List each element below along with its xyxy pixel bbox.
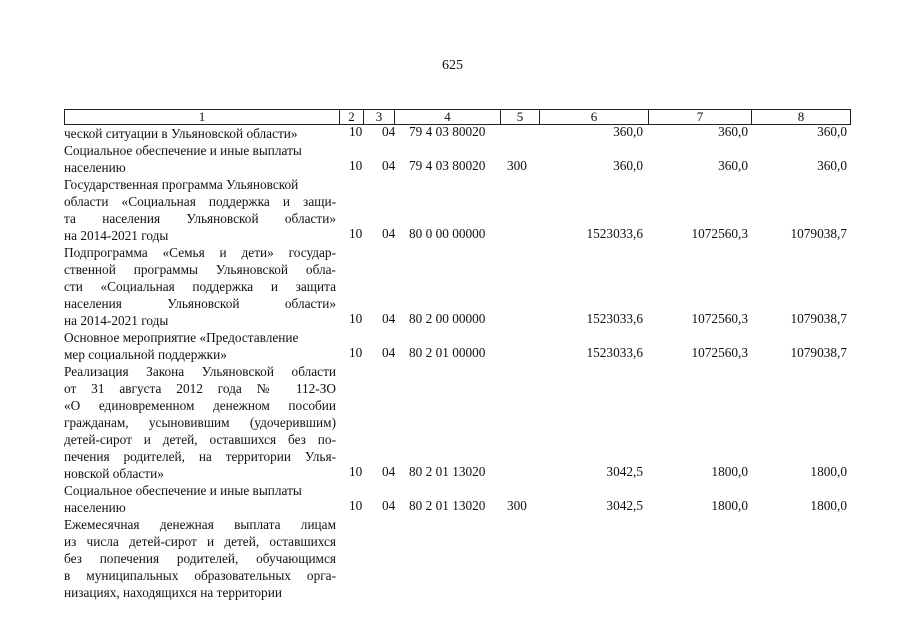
cell-c8: 1079038,7 <box>790 311 847 326</box>
cell-c7: 360,0 <box>718 158 748 173</box>
row-description <box>64 482 336 516</box>
cell-c6: 1523033,6 <box>586 311 643 326</box>
cell-c8: 360,0 <box>817 124 847 139</box>
row-description <box>64 244 336 329</box>
description-line: Подпрограмма «Семья и дети» государ- <box>64 245 336 260</box>
table-row <box>64 142 851 176</box>
row-description <box>64 363 336 482</box>
cell-c8: 1079038,7 <box>790 345 847 360</box>
description-line: населению <box>64 500 126 515</box>
description-line: от 31 августа 2012 года № 112-ЗО <box>64 381 336 396</box>
header-col-3: 3 <box>363 109 395 125</box>
cell-c3: 04 <box>382 158 396 173</box>
header-col-1: 1 <box>64 109 340 125</box>
table-body <box>64 125 851 601</box>
row-description <box>64 516 336 601</box>
cell-c6: 3042,5 <box>606 498 643 513</box>
description-line: ческой ситуации в Ульяновской области» <box>64 126 298 141</box>
cell-c4: 80 0 00 00000 <box>409 226 486 241</box>
description-line: в муниципальных образовательных орга- <box>64 568 336 583</box>
cell-c4: 80 2 01 00000 <box>409 345 486 360</box>
header-col-4: 4 <box>394 109 501 125</box>
cell-c2: 10 <box>349 124 363 139</box>
cell-c3: 04 <box>382 345 396 360</box>
description-line: населению <box>64 160 126 175</box>
cell-c2: 10 <box>349 498 363 513</box>
cell-c3: 04 <box>382 464 396 479</box>
table-row <box>64 516 851 601</box>
cell-c4: 79 4 03 80020 <box>409 158 486 173</box>
description-line: Основное мероприятие «Предоставление <box>64 330 299 345</box>
description-line: низациях, находящихся на территории <box>64 585 282 600</box>
cell-c2: 10 <box>349 158 363 173</box>
row-description <box>64 329 336 363</box>
cell-c3: 04 <box>382 311 396 326</box>
cell-c5: 300 <box>507 158 527 173</box>
cell-c3: 04 <box>382 124 396 139</box>
cell-c4: 80 2 00 00000 <box>409 311 486 326</box>
cell-c4: 79 4 03 80020 <box>409 124 486 139</box>
description-line: Ежемесячная денежная выплата лицам <box>64 517 336 532</box>
table-header <box>64 109 851 125</box>
cell-c2: 10 <box>349 226 363 241</box>
cell-c7: 1072560,3 <box>691 226 748 241</box>
cell-c7: 1800,0 <box>711 498 748 513</box>
cell-c2: 10 <box>349 345 363 360</box>
table-row <box>64 244 851 329</box>
header-col-6: 6 <box>539 109 649 125</box>
cell-c8: 1800,0 <box>810 464 847 479</box>
description-line: ственной программы Ульяновской обла- <box>64 262 336 277</box>
header-col-2: 2 <box>339 109 364 125</box>
cell-c2: 10 <box>349 464 363 479</box>
description-line: мер социальной поддержки» <box>64 347 227 362</box>
description-line: области «Социальная поддержка и защи- <box>64 194 336 209</box>
cell-c6: 360,0 <box>613 124 643 139</box>
description-line: Реализация Закона Ульяновской области <box>64 364 336 379</box>
row-description <box>64 142 336 176</box>
description-line: Государственная программа Ульяновской <box>64 177 299 192</box>
description-line: та населения Ульяновской области» <box>64 211 336 226</box>
table-row <box>64 363 851 482</box>
table-row <box>64 329 851 363</box>
header-col-7: 7 <box>648 109 752 125</box>
cell-c7: 1072560,3 <box>691 345 748 360</box>
row-description <box>64 125 336 142</box>
header-col-8: 8 <box>751 109 851 125</box>
cell-c8: 360,0 <box>817 158 847 173</box>
description-line: Социальное обеспечение и иные выплаты <box>64 143 302 158</box>
table-row <box>64 482 851 516</box>
table-row <box>64 176 851 244</box>
description-line: гражданам, усыновившим (удочерившим) <box>64 415 336 430</box>
header-col-5: 5 <box>500 109 540 125</box>
description-line: печения родителей, на территории Улья- <box>64 449 336 464</box>
description-line: населения Ульяновской области» <box>64 296 336 311</box>
description-line: «О единовременном денежном пособии <box>64 398 336 413</box>
cell-c6: 1523033,6 <box>586 345 643 360</box>
cell-c4: 80 2 01 13020 <box>409 464 486 479</box>
description-line: новской области» <box>64 466 164 481</box>
cell-c8: 1800,0 <box>810 498 847 513</box>
cell-c7: 1800,0 <box>711 464 748 479</box>
description-line: сти «Социальная поддержка и защита <box>64 279 336 294</box>
cell-c6: 3042,5 <box>606 464 643 479</box>
cell-c3: 04 <box>382 498 396 513</box>
description-line: детей-сирот и детей, оставшихся без по- <box>64 432 336 447</box>
cell-c3: 04 <box>382 226 396 241</box>
cell-c5: 300 <box>507 498 527 513</box>
cell-c6: 1523033,6 <box>586 226 643 241</box>
cell-c4: 80 2 01 13020 <box>409 498 486 513</box>
page-number: 625 <box>442 58 463 73</box>
description-line: на 2014-2021 годы <box>64 313 169 328</box>
description-line: без попечения родителей, обучающимся <box>64 551 336 566</box>
cell-c7: 360,0 <box>718 124 748 139</box>
row-description <box>64 176 336 244</box>
cell-c6: 360,0 <box>613 158 643 173</box>
cell-c7: 1072560,3 <box>691 311 748 326</box>
description-line: на 2014-2021 годы <box>64 228 169 243</box>
description-line: Социальное обеспечение и иные выплаты <box>64 483 302 498</box>
table-row <box>64 125 851 142</box>
cell-c2: 10 <box>349 311 363 326</box>
cell-c8: 1079038,7 <box>790 226 847 241</box>
description-line: из числа детей-сирот и детей, оставшихся <box>64 534 336 549</box>
